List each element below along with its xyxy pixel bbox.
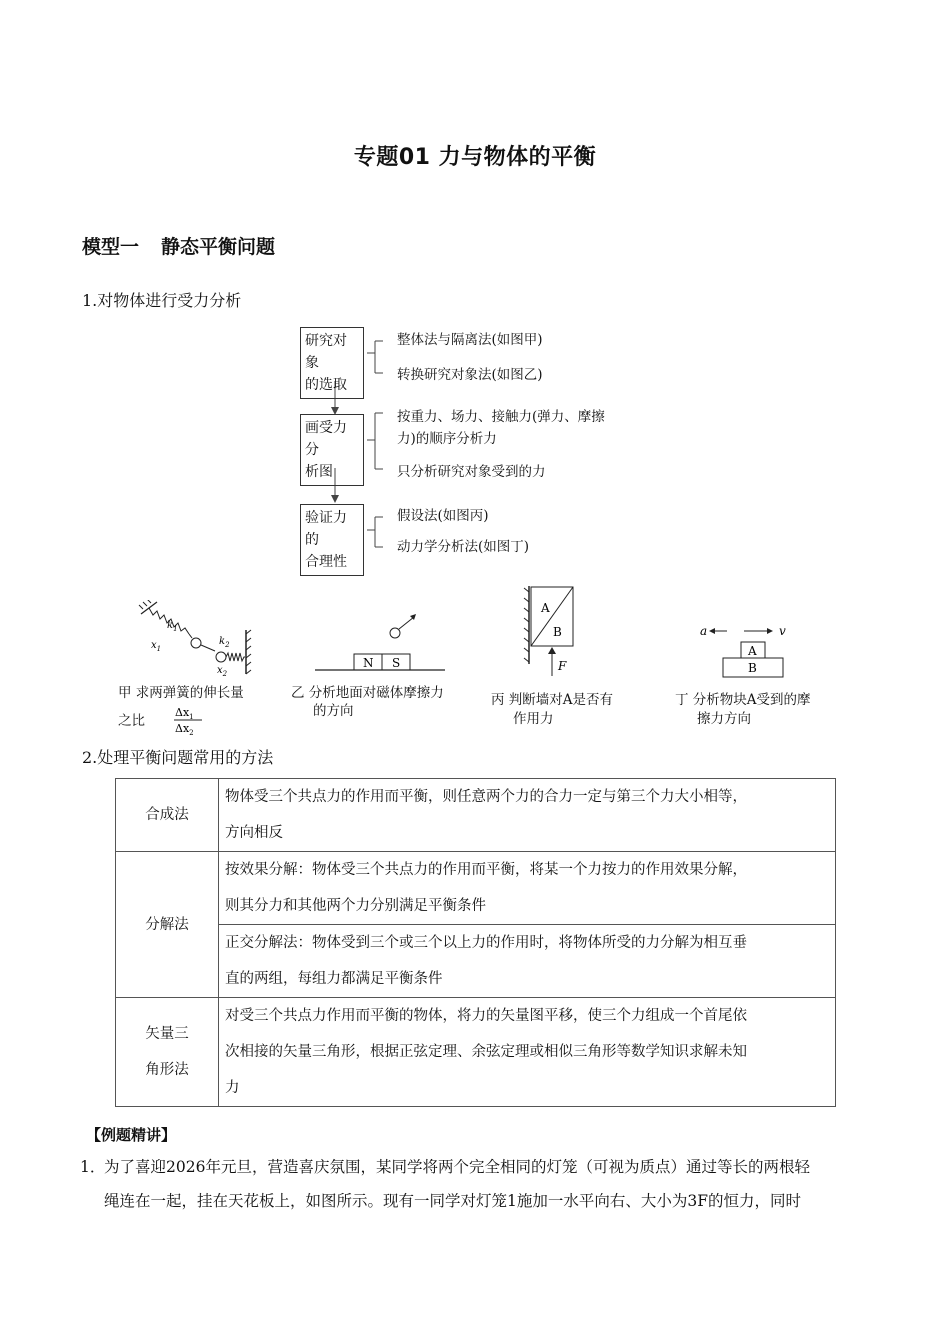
problem-line: 绳连在一起，挂在天花板上，如图所示。现有一同学对灯笼1施加一水平向右、大小为3F的恒力，同时 bbox=[104, 1192, 801, 1210]
flow-box-line: 析图 bbox=[305, 464, 333, 480]
label-k2: k bbox=[219, 636, 226, 647]
block-b: B bbox=[748, 661, 757, 675]
figure-caption: 乙 分析地面对磁体摩擦力 bbox=[291, 685, 444, 701]
desc-line: 方向相反 bbox=[225, 825, 283, 841]
svg-text:k2 bbox=[219, 636, 230, 649]
magnet-s: S bbox=[392, 656, 401, 670]
table-row bbox=[116, 779, 836, 852]
method-name bbox=[116, 998, 219, 1107]
method-desc bbox=[219, 852, 836, 925]
figure-caption: 作用力 bbox=[513, 711, 554, 727]
method-desc bbox=[219, 779, 836, 852]
table-row bbox=[116, 998, 836, 1107]
method-name: 合成法 bbox=[116, 779, 219, 852]
flow-box-verify bbox=[300, 504, 364, 576]
figure-caption: 擦力方向 bbox=[697, 711, 751, 727]
problem-text: 为了喜迎2026年元旦，营造喜庆氛围，某同学将两个完全相同的灯笼（可视为质点）通过等长的两根轻 bbox=[104, 1158, 810, 1176]
problem-1 bbox=[80, 1150, 870, 1218]
model-heading-label: 模型一 bbox=[82, 236, 140, 258]
label-k1: k bbox=[167, 620, 174, 631]
methods-table bbox=[115, 778, 836, 1107]
label-v: v bbox=[779, 624, 786, 638]
force-f: F bbox=[558, 659, 567, 673]
svg-text:Δx2 bbox=[175, 722, 194, 735]
magnet-n: N bbox=[363, 656, 374, 670]
method-desc bbox=[219, 998, 836, 1107]
flow-item: 只分析研究对象受到的力 bbox=[397, 464, 546, 480]
model-heading bbox=[82, 232, 275, 259]
block-a: A bbox=[541, 601, 550, 615]
subheading-methods: 2.处理平衡问题常用的方法 bbox=[82, 748, 274, 767]
svg-text:k1 bbox=[167, 620, 178, 633]
label-x2: x bbox=[217, 665, 223, 676]
desc-line: 直的两组，每组力都满足平衡条件 bbox=[225, 971, 443, 987]
figure-caption: 丁 分析物块A受到的摩 bbox=[675, 692, 811, 708]
label-x2-sub: 2 bbox=[222, 670, 228, 678]
frac-den-sub: 2 bbox=[189, 729, 194, 735]
label-x1: x bbox=[151, 640, 157, 651]
springs-diagram bbox=[135, 600, 255, 680]
desc-line: 按效果分解：物体受三个共点力的作用而平衡，将某一个力按力的作用效果分解， bbox=[225, 862, 747, 878]
desc-line: 力 bbox=[225, 1080, 240, 1096]
subheading-force-analysis: 1.对物体进行受力分析 bbox=[82, 291, 242, 310]
label-x1-sub: 1 bbox=[156, 645, 162, 653]
flow-item: 按重力、场力、接触力(弹力、摩擦 bbox=[397, 409, 605, 425]
frac-num-sub: 1 bbox=[189, 713, 194, 721]
desc-line: 物体受三个共点力的作用而平衡，则任意两个力的合力一定与第三个力大小相等， bbox=[225, 789, 747, 805]
example-heading: 【例题精讲】 bbox=[86, 1126, 177, 1144]
magnet-diagram bbox=[310, 610, 450, 680]
method-desc bbox=[219, 925, 836, 998]
figure-caption-line2 bbox=[118, 711, 145, 731]
figure-caption: 丙 判断墙对A是否有 bbox=[491, 692, 614, 708]
flow-box-force-diagram bbox=[300, 414, 364, 486]
svg-text:Δx1 bbox=[175, 706, 194, 721]
flow-item: 整体法与隔离法(如图甲) bbox=[397, 332, 543, 348]
name-line: 角形法 bbox=[145, 1062, 189, 1078]
desc-line: 则其分力和其他两个力分别满足平衡条件 bbox=[225, 898, 486, 914]
flow-box-object-selection bbox=[300, 327, 364, 399]
frac-den: Δx bbox=[175, 722, 190, 735]
caption-text: 之比 bbox=[118, 713, 145, 729]
ratio-fraction bbox=[172, 703, 208, 735]
flow-box-line: 验证力的 bbox=[305, 510, 347, 548]
desc-line: 正交分解法：物体受到三个或三个以上力的作用时，将物体所受的力分解为相互垂 bbox=[225, 935, 747, 951]
svg-text:x1 bbox=[151, 640, 161, 653]
problem-line bbox=[80, 1150, 870, 1184]
label-a-accel: a bbox=[700, 624, 708, 638]
figure-caption: 的方向 bbox=[313, 703, 354, 719]
stacked-blocks-diagram bbox=[695, 618, 805, 682]
name-line: 矢量三 bbox=[145, 1026, 189, 1042]
frac-num: Δx bbox=[175, 706, 190, 719]
block-b: B bbox=[553, 625, 562, 639]
figure-caption: 甲 求两弹簧的伸长量 bbox=[118, 685, 244, 701]
block-a: A bbox=[748, 644, 757, 658]
table-row bbox=[116, 925, 836, 998]
flow-item: 动力学分析法(如图丁) bbox=[397, 539, 530, 555]
flow-item: 转换研究对象法(如图乙) bbox=[397, 367, 543, 383]
svg-text:x2 bbox=[217, 665, 228, 678]
problem-number: 1． bbox=[80, 1158, 106, 1176]
flow-box-line: 画受力分 bbox=[305, 420, 347, 458]
flow-box-line: 的选取 bbox=[305, 377, 347, 393]
desc-line: 次相接的矢量三角形，根据正弦定理、余弦定理或相似三角形等数学知识求解未知 bbox=[225, 1044, 747, 1060]
flow-box-line: 合理性 bbox=[305, 554, 347, 570]
label-k2-sub: 2 bbox=[225, 641, 230, 649]
table-row bbox=[116, 852, 836, 925]
method-name: 分解法 bbox=[116, 852, 219, 998]
flow-box-line: 研究对象 bbox=[305, 333, 347, 371]
label-k1-sub: 1 bbox=[173, 625, 178, 633]
flow-item: 假设法(如图丙) bbox=[397, 508, 489, 524]
model-heading-text: 静态平衡问题 bbox=[161, 236, 276, 258]
flow-item: 力)的顺序分析力 bbox=[397, 431, 497, 447]
page-title: 专题01 力与物体的平衡 bbox=[353, 145, 597, 170]
wall-blocks-diagram bbox=[520, 584, 580, 684]
desc-line: 对受三个共点力作用而平衡的物体，将力的矢量图平移，使三个力组成一个首尾依 bbox=[225, 1008, 747, 1024]
